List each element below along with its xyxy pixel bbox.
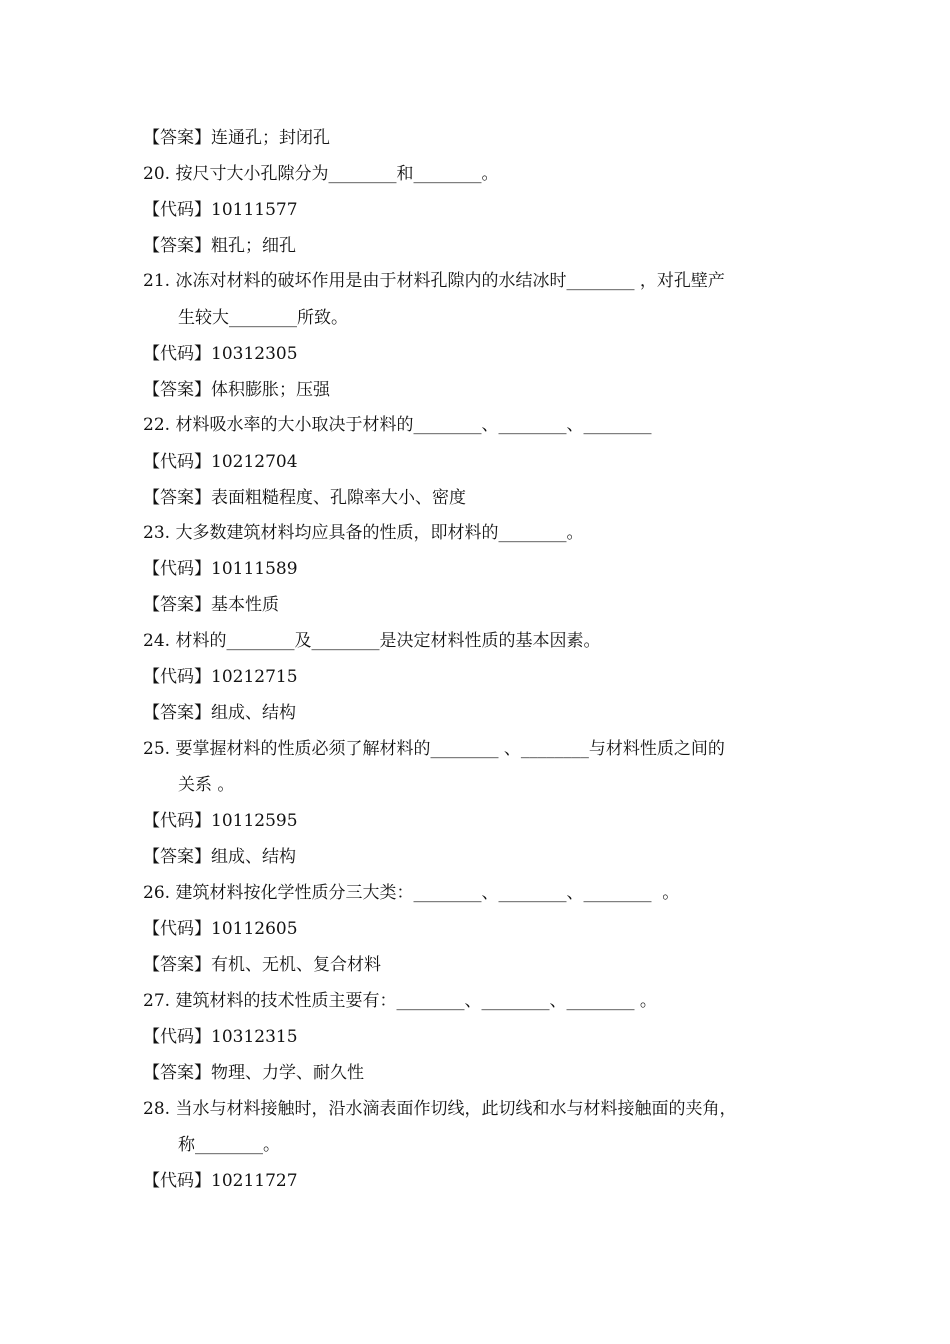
question-line: 25. 要掌握材料的性质必须了解材料的________ 、________与材料性质之间的 bbox=[143, 739, 725, 759]
code-line: 【代码】10111577 bbox=[143, 200, 298, 220]
question-line: 23. 大多数建筑材料均应具备的性质，即材料的________。 bbox=[143, 523, 584, 543]
question-line: 28. 当水与材料接触时，沿水滴表面作切线，此切线和水与材料接触面的夹角， bbox=[143, 1099, 737, 1119]
question-line: 27. 建筑材料的技术性质主要有：________、________、________ 。 bbox=[143, 991, 657, 1011]
question-line: 21. 冰冻对材料的破坏作用是由于材料孔隙内的水结冰时________ ，对孔壁产 bbox=[143, 271, 725, 291]
question-continuation: 称________。 bbox=[178, 1135, 280, 1155]
question-line: 20. 按尺寸大小孔隙分为________和________。 bbox=[143, 164, 499, 184]
question-line: 26. 建筑材料按化学性质分三大类：________、________、________ 。 bbox=[143, 883, 680, 903]
answer-line: 【答案】有机、无机、复合材料 bbox=[143, 955, 381, 975]
code-line: 【代码】10111589 bbox=[143, 559, 298, 579]
text-line: 【答案】连通孔；封闭孔 bbox=[143, 128, 330, 148]
answer-line: 【答案】表面粗糙程度、孔隙率大小、密度 bbox=[143, 488, 466, 508]
code-line: 【代码】10112595 bbox=[143, 811, 298, 831]
answer-line: 【答案】体积膨胀；压强 bbox=[143, 380, 330, 400]
code-line: 【代码】10112605 bbox=[143, 919, 298, 939]
code-line: 【代码】10212704 bbox=[143, 452, 298, 472]
answer-line: 【答案】组成、结构 bbox=[143, 847, 296, 867]
answer-line: 【答案】基本性质 bbox=[143, 595, 279, 615]
code-line: 【代码】10312315 bbox=[143, 1027, 298, 1047]
code-line: 【代码】10211727 bbox=[143, 1171, 298, 1191]
answer-line: 【答案】物理、力学、耐久性 bbox=[143, 1063, 364, 1083]
code-line: 【代码】10312305 bbox=[143, 344, 298, 364]
question-line: 22. 材料吸水率的大小取决于材料的________、________、________ bbox=[143, 415, 652, 435]
question-continuation: 生较大________所致。 bbox=[178, 308, 348, 328]
answer-line: 【答案】粗孔；细孔 bbox=[143, 236, 296, 256]
answer-line: 【答案】组成、结构 bbox=[143, 703, 296, 723]
code-line: 【代码】10212715 bbox=[143, 667, 298, 687]
question-continuation: 关系 。 bbox=[178, 775, 235, 795]
question-line: 24. 材料的________及________是决定材料性质的基本因素。 bbox=[143, 631, 601, 651]
